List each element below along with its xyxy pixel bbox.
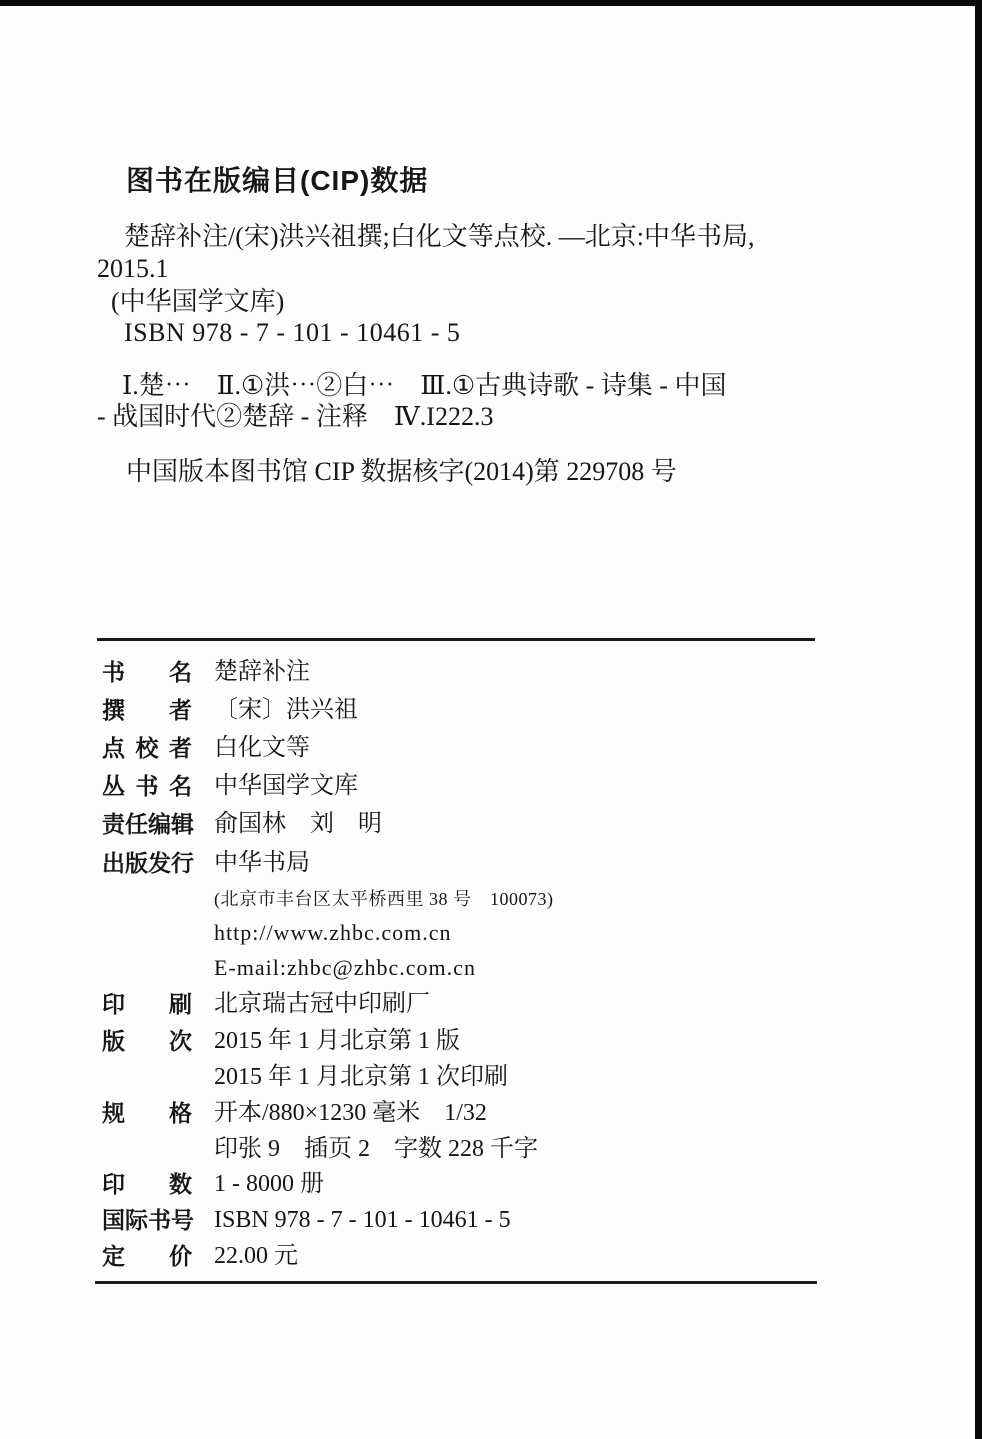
row-value: 2015 年 1 月北京第 1 次印刷 (214, 1064, 508, 1090)
colophon-row-book-title (102, 657, 310, 687)
colophon-row-publisher-email (102, 953, 476, 983)
row-value: 2015 年 1 月北京第 1 版 (214, 1028, 460, 1054)
row-value: (北京市丰台区太平桥西里 38 号 100073) (214, 889, 554, 909)
row-value: 〔宋〕洪兴祖 (214, 697, 358, 723)
row-value: 印张 9 插页 2 字数 228 千字 (214, 1136, 538, 1162)
colophon-row-author (102, 695, 358, 725)
cip-isbn: ISBN 978 - 7 - 101 - 10461 - 5 (124, 318, 461, 347)
row-label: 丛 书 名 (102, 773, 192, 799)
colophon-row-editors (102, 809, 382, 839)
row-label: 版 次 (102, 1028, 192, 1054)
scan-edge-top (0, 0, 982, 6)
colophon-row-publisher-website (102, 918, 451, 948)
colophon-row-series (102, 771, 358, 801)
colophon-row-publisher (102, 848, 310, 878)
cip-heading: 图书在版编目(CIP)数据 (126, 165, 429, 196)
row-label: 国 际 书 号 (102, 1207, 194, 1233)
cip-record-line-2: 2015.1 (97, 254, 169, 283)
divider-bottom (95, 1281, 817, 1284)
row-value: 白化文等 (214, 735, 310, 761)
row-value: http://www.zhbc.com.cn (214, 920, 452, 945)
colophon-row-edition (102, 1026, 460, 1056)
row-label: 点 校 者 (102, 735, 192, 761)
row-value: 1 - 8000 册 (214, 1171, 324, 1197)
row-value: 中华国学文库 (214, 773, 358, 799)
colophon-row-printing (102, 1062, 508, 1092)
colophon-row-collator (102, 733, 310, 763)
row-value: 楚辞补注 (214, 659, 310, 685)
row-value: ISBN 978 - 7 - 101 - 10461 - 5 (214, 1207, 511, 1233)
row-value: 中华书局 (214, 850, 310, 876)
cip-classification-line-2: - 战国时代②楚辞 - 注释 Ⅳ.I222.3 (97, 402, 494, 431)
colophon-row-sheets (102, 1134, 538, 1164)
colophon-row-isbn (102, 1205, 511, 1235)
cip-record-number: 中国版本图书馆 CIP 数据核字(2014)第 229708 号 (126, 457, 677, 486)
colophon-row-publisher-address (102, 884, 554, 914)
colophon-row-format (102, 1098, 487, 1128)
row-label: 出 版 发 行 (102, 850, 194, 876)
row-label: 书 名 (102, 659, 192, 685)
row-label: 印 数 (102, 1171, 192, 1197)
colophon-row-print-run (102, 1169, 324, 1199)
divider-top (97, 638, 815, 641)
row-label: 撰 者 (102, 697, 192, 723)
row-value: E-mail:zhbc@zhbc.com.cn (214, 955, 476, 980)
row-label: 印 刷 (102, 991, 192, 1017)
cip-series-title: (中华国学文库) (111, 287, 285, 316)
scan-edge-right (975, 0, 982, 1439)
row-label: 定 价 (102, 1243, 192, 1269)
row-value: 北京瑞古冠中印刷厂 (214, 991, 430, 1017)
row-value: 俞国林 刘 明 (214, 811, 382, 837)
colophon-row-price (102, 1241, 298, 1271)
row-value: 22.00 元 (214, 1243, 298, 1269)
row-value: 开本/880×1230 毫米 1/32 (214, 1100, 487, 1126)
cip-classification-line-1: Ⅰ.楚⋯ Ⅱ.①洪⋯②白⋯ Ⅲ.①古典诗歌 - 诗集 - 中国 (122, 371, 727, 400)
row-label: 规 格 (102, 1100, 192, 1126)
row-label: 责 任 编 辑 (102, 811, 194, 837)
colophon-row-printer (102, 989, 430, 1019)
cip-record-line-1: 楚辞补注/(宋)洪兴祖撰;白化文等点校. —北京:中华书局, (124, 222, 755, 251)
